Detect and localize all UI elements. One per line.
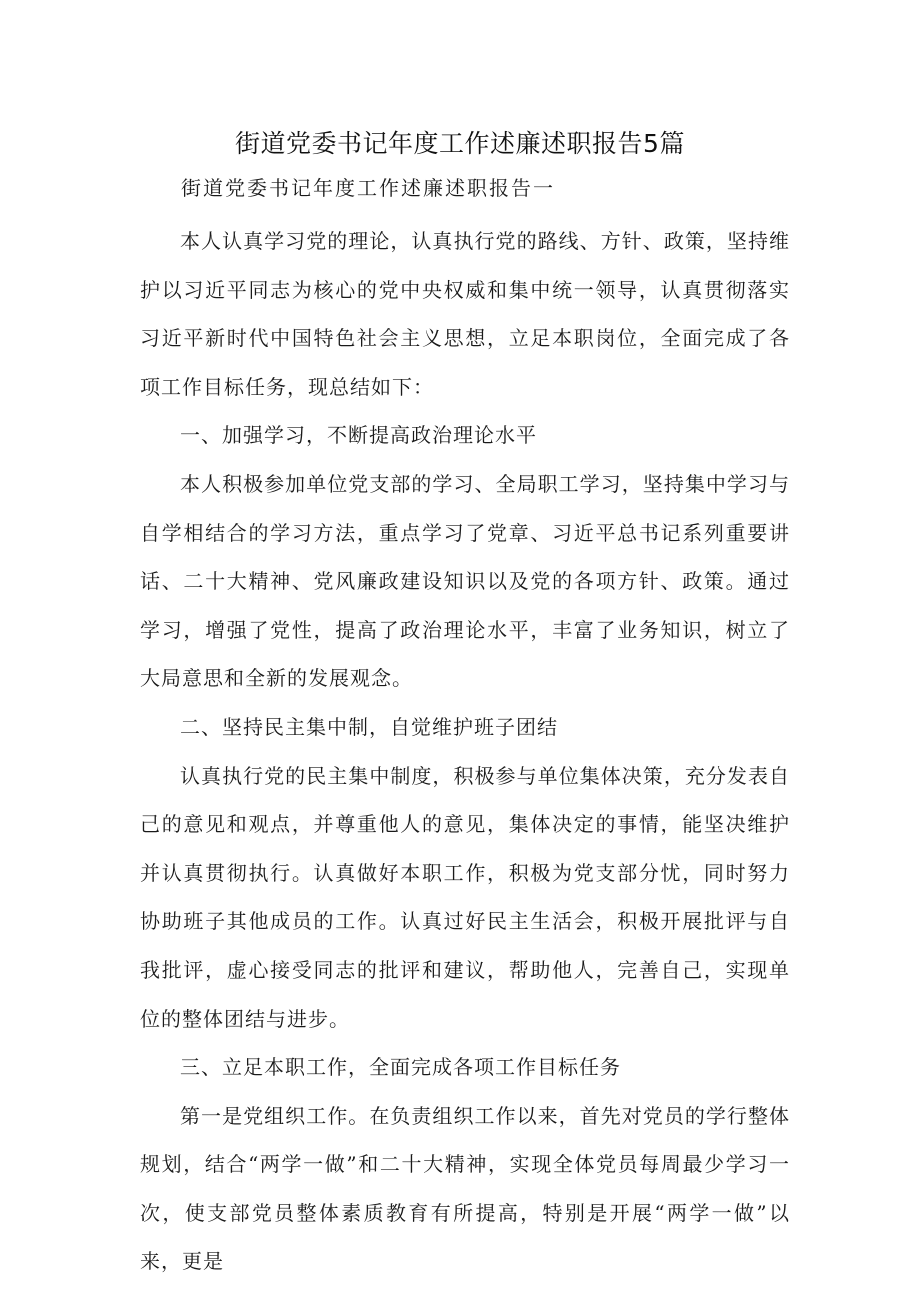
section-paragraph-2: 认真执行党的民主集中制度，积极参与单位集体决策，充分发表自己的意见和观点，并尊重他人的意见，集体决定的事情，能坚决维护并认真贯彻执行。认真做好本职工作，积极为党支部分忧，同时努力协助班子其他成员的工作。认真过好民主生活会，积极开展批评与自我批评，虚心接受同志的批评和建议，帮助他人，完善自己，实现单位的整体团结与进步。 bbox=[140, 763, 790, 1031]
document-body bbox=[140, 217, 790, 1286]
section-heading-1: 一、加强学习，不断提高政治理论水平 bbox=[180, 423, 537, 448]
document-title: 街道党委书记年度工作述廉述职报告5篇 bbox=[235, 129, 685, 158]
intro-paragraph: 本人认真学习党的理论，认真执行党的路线、方针、政策，坚持维护以习近平同志为核心的党中央权威和集中统一领导，认真贯彻落实习近平新时代中国特色社会主义思想，立足本职岗位，全面完成了各项工作目标任务，现总结如下： bbox=[140, 229, 790, 399]
section-heading-3: 三、立足本职工作，全面完成各项工作目标任务 bbox=[180, 1055, 621, 1080]
document-subtitle: 街道党委书记年度工作述廉述职报告一 bbox=[181, 176, 555, 200]
section-heading-2: 二、坚持民主集中制，自觉维护班子团结 bbox=[180, 714, 558, 739]
section-paragraph-3: 第一是党组织工作。在负责组织工作以来，首先对党员的学行整体规划，结合“两学一做”和二十大精神，实现全体党员每周最少学习一次，使支部党员整体素质教育有所提高，特别是开展“两学一做”以来，更是 bbox=[140, 1103, 790, 1274]
section-paragraph-1: 本人积极参加单位党支部的学习、全局职工学习，坚持集中学习与自学相结合的学习方法，重点学习了党章、习近平总书记系列重要讲话、二十大精神、党风廉政建设知识以及党的各项方针、政策。通过学习，增强了党性，提高了政治理论水平，丰富了业务知识，树立了大局意思和全新的发展观念。 bbox=[140, 471, 790, 691]
